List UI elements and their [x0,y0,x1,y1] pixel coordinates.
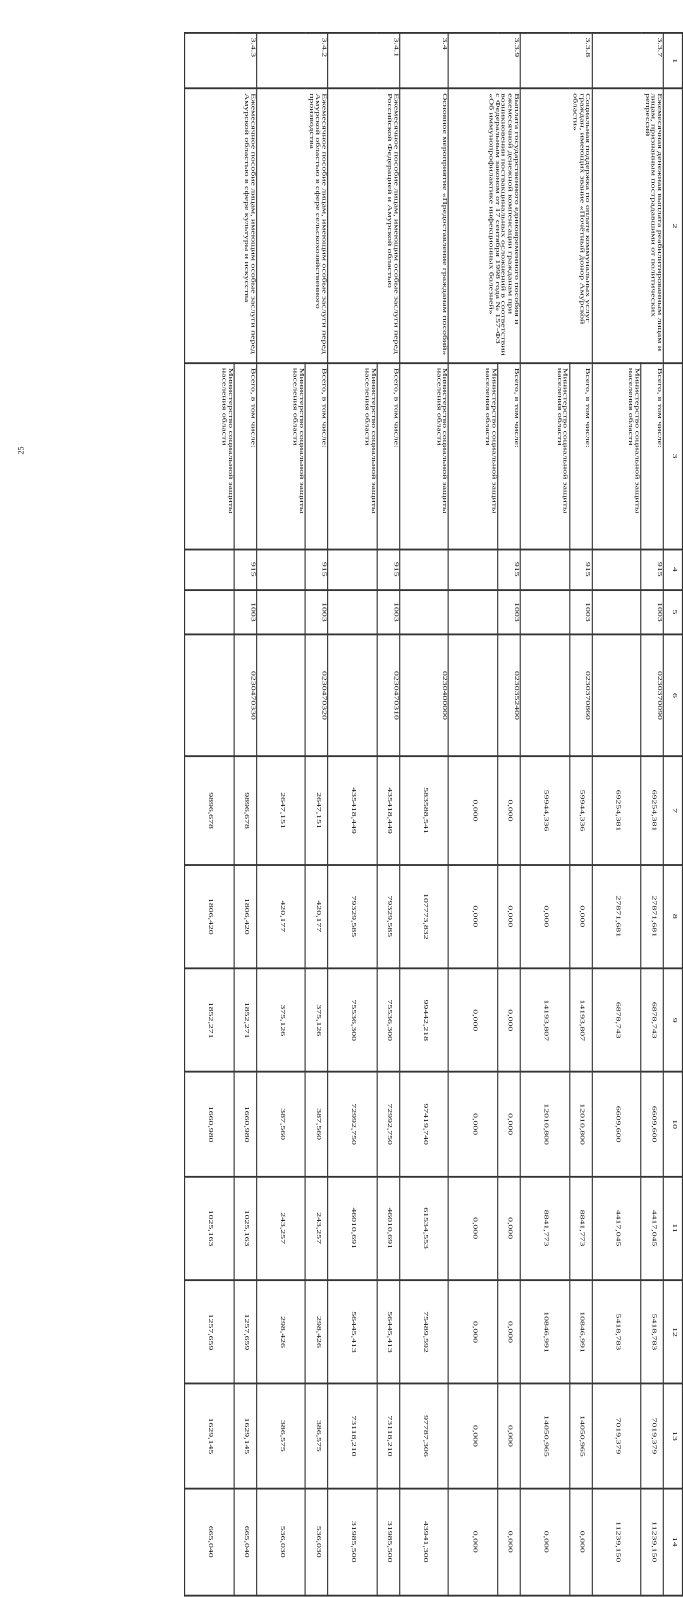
value-cell: 69254,381 [641,757,664,865]
table-row [400,33,449,1596]
value-cell: 583588,541 [400,757,449,865]
cell-c6: 0230370090 [641,634,664,756]
column-header: 1 [664,33,683,89]
value-cell: 59944,336 [520,757,569,865]
value-cell: 386,575 [256,1384,305,1488]
value-cell: 6609,600 [641,1072,664,1176]
value-cell: 56445,413 [377,1280,400,1384]
value-cell: 79329,585 [377,864,400,968]
value-cell: 4417,045 [641,1176,664,1280]
cell-c4: 915 [569,549,592,590]
value-cell: 2647,151 [305,757,328,865]
item-number: 3.4.1 [328,33,400,89]
cell-c5 [400,590,449,635]
value-cell: 73118,210 [377,1384,400,1488]
column-header: 8 [664,864,683,968]
value-cell: 2647,151 [256,757,305,865]
value-cell: 75536,300 [328,968,377,1072]
cell-c4 [449,549,498,590]
recipient: Министерство социальной защиты населения области [449,363,498,549]
table-row [234,33,257,1596]
cell-c6 [520,634,569,756]
value-cell: 1852,271 [185,968,234,1072]
budget-table-rotated [184,32,683,1597]
measure-name: Основное мероприятие «Предоставление гражданам пособий» [400,89,449,364]
measure-name: Выплата государственного единовременного пособия и ежемесячной денежной компенсации гражданам при возникновении поствакцинальных осложнений в соответствии с Федеральным законом от 17 сентября 1998 года № 157-ФЗ «Об иммунопрофилактике инфекционных болезней» [449,89,521,364]
column-header: 6 [664,634,683,756]
cell-c5: 1003 [305,590,328,635]
recipient: Министерство социальной защиты населения области [256,363,305,549]
cell-c6: 0230470330 [234,634,257,756]
recipient: Всего, в том числе: [569,363,592,549]
value-cell: 0,000 [569,864,592,968]
value-cell: 99442,218 [400,968,449,1072]
value-cell: 10846,991 [520,1280,569,1384]
value-cell: 0,000 [498,1488,521,1596]
value-cell: 536,030 [305,1488,328,1596]
value-cell: 31985,500 [328,1488,377,1596]
item-number: 3.4 [400,33,449,89]
value-cell: 14193,807 [520,968,569,1072]
value-cell: 1257,659 [185,1280,234,1384]
recipient: Всего, в том числе: [305,363,328,549]
column-header: 7 [664,757,683,865]
value-cell: 12010,800 [520,1072,569,1176]
value-cell: 6609,600 [592,1072,641,1176]
column-header: 2 [664,89,683,364]
value-cell: 97419,740 [400,1072,449,1176]
cell-c5 [520,590,569,635]
measure-name: Ежемесячное пособие лицам, имеющим особые заслуги перед Российской Федерацией и Амурской областью [328,89,400,364]
value-cell: 0,000 [449,1176,498,1280]
value-cell: 8841,773 [569,1176,592,1280]
value-cell: 0,000 [520,864,569,968]
recipient: Всего, в том числе: [234,363,257,549]
value-cell: 435418,449 [377,757,400,865]
value-cell: 6878,743 [641,968,664,1072]
value-cell: 5418,783 [592,1280,641,1384]
cell-c6 [449,634,498,756]
column-header: 3 [664,363,683,549]
value-cell: 12010,800 [569,1072,592,1176]
value-cell: 27871,681 [641,864,664,968]
value-cell: 46010,691 [328,1176,377,1280]
value-cell: 75489,592 [400,1280,449,1384]
recipient: Всего, в том числе: [377,363,400,549]
cell-c6 [256,634,305,756]
value-cell: 75536,300 [377,968,400,1072]
cell-c6: 0230470320 [305,634,328,756]
value-cell: 6878,743 [592,968,641,1072]
header-row [664,33,683,1596]
value-cell: 0,000 [498,757,521,865]
cell-c4: 915 [498,549,521,590]
cell-c5: 1003 [498,590,521,635]
value-cell: 665,040 [185,1488,234,1596]
column-header: 9 [664,968,683,1072]
value-cell: 0,000 [498,968,521,1072]
value-cell: 243,257 [256,1176,305,1280]
column-header: 12 [664,1280,683,1384]
cell-c6: 0230352400 [498,634,521,756]
cell-c5: 1003 [234,590,257,635]
recipient: Всего, в том числе: [641,363,664,549]
value-cell: 243,257 [305,1176,328,1280]
column-header: 11 [664,1176,683,1280]
cell-c6 [328,634,377,756]
cell-c4: 915 [641,549,664,590]
value-cell: 435418,449 [328,757,377,865]
table-row [641,33,664,1596]
value-cell: 43941,300 [400,1488,449,1596]
recipient: Министерство социальной защиты населения области [328,363,377,549]
table-row [498,33,521,1596]
value-cell: 9896,678 [234,757,257,865]
value-cell: 61534,553 [400,1176,449,1280]
value-cell: 1806,420 [185,864,234,968]
value-cell: 1629,145 [234,1384,257,1488]
column-header: 13 [664,1384,683,1488]
page-number: 25 [16,446,26,455]
value-cell: 7019,379 [641,1384,664,1488]
column-header: 5 [664,590,683,635]
item-number: 3.3.7 [592,33,664,89]
value-cell: 387,560 [256,1072,305,1176]
item-number: 3.4.2 [256,33,328,89]
value-cell: 59944,336 [569,757,592,865]
value-cell: 0,000 [449,1488,498,1596]
value-cell: 665,040 [234,1488,257,1596]
cell-c5 [592,590,641,635]
value-cell: 298,426 [305,1280,328,1384]
value-cell: 97787,306 [400,1384,449,1488]
value-cell: 27871,681 [592,864,641,968]
value-cell: 0,000 [520,1488,569,1596]
value-cell: 72992,750 [377,1072,400,1176]
value-cell: 1025,163 [185,1176,234,1280]
value-cell: 0,000 [498,1280,521,1384]
recipient: Министерство социальной защиты населения области [400,363,449,549]
value-cell: 0,000 [498,864,521,968]
cell-c4: 915 [305,549,328,590]
value-cell: 46010,691 [377,1176,400,1280]
measure-name: Ежемесячное пособие лицам, имеющим особые заслуги перед Амурской областью в сфере культуры и искусства [185,89,257,364]
value-cell: 5418,783 [641,1280,664,1384]
value-cell: 536,030 [256,1488,305,1596]
value-cell: 79329,585 [328,864,377,968]
value-cell: 107773,832 [400,864,449,968]
value-cell: 1660,980 [185,1072,234,1176]
cell-c5 [328,590,377,635]
value-cell: 420,177 [256,864,305,968]
value-cell: 1660,980 [234,1072,257,1176]
column-header: 4 [664,549,683,590]
value-cell: 0,000 [498,1072,521,1176]
value-cell: 420,177 [305,864,328,968]
cell-c6 [592,634,641,756]
value-cell: 4417,045 [592,1176,641,1280]
cell-c6: 0230400000 [400,634,449,756]
value-cell: 7019,379 [592,1384,641,1488]
value-cell: 0,000 [449,1280,498,1384]
cell-c5 [185,590,234,635]
cell-c4 [256,549,305,590]
cell-c5 [449,590,498,635]
recipient: Министерство социальной защиты населения области [520,363,569,549]
value-cell: 387,560 [305,1072,328,1176]
value-cell: 11239,150 [641,1488,664,1596]
value-cell: 298,426 [256,1280,305,1384]
value-cell: 14050,965 [520,1384,569,1488]
cell-c5 [256,590,305,635]
cell-c4 [400,549,449,590]
value-cell: 8841,773 [520,1176,569,1280]
value-cell: 14193,807 [569,968,592,1072]
value-cell: 1629,145 [185,1384,234,1488]
value-cell: 0,000 [449,864,498,968]
recipient: Всего, в том числе: [498,363,521,549]
column-header: 14 [664,1488,683,1596]
cell-c4 [185,549,234,590]
cell-c6: 0230370860 [569,634,592,756]
value-cell: 11239,150 [592,1488,641,1596]
cell-c4 [520,549,569,590]
table-row [569,33,592,1596]
value-cell: 73118,210 [328,1384,377,1488]
value-cell: 386,575 [305,1384,328,1488]
measure-name: Ежемесячное пособие лицам, имеющим особые заслуги перед Амурской областью в сфере сельскохозяйственного производства [256,89,328,364]
value-cell: 31985,500 [377,1488,400,1596]
value-cell: 1257,659 [234,1280,257,1384]
value-cell: 0,000 [498,1176,521,1280]
item-number: 3.3.8 [520,33,592,89]
table-row [377,33,400,1596]
value-cell: 0,000 [449,1384,498,1488]
cell-c4 [328,549,377,590]
value-cell: 72992,750 [328,1072,377,1176]
table-row [305,33,328,1596]
measure-name: Социальная поддержка по оплате коммунальных услуг граждан, имеющих звание «Почётный донор Амурской области» [520,89,592,364]
value-cell: 10846,991 [569,1280,592,1384]
cell-c5: 1003 [377,590,400,635]
cell-c6: 0230470310 [377,634,400,756]
value-cell: 14050,965 [569,1384,592,1488]
value-cell: 1852,271 [234,968,257,1072]
cell-c5: 1003 [569,590,592,635]
value-cell: 69254,381 [592,757,641,865]
recipient: Министерство социальной защиты населения области [185,363,234,549]
recipient: Министерство социальной защиты населения области [592,363,641,549]
value-cell: 1025,163 [234,1176,257,1280]
item-number: 3.4.3 [185,33,257,89]
column-header: 10 [664,1072,683,1176]
value-cell: 1806,420 [234,864,257,968]
value-cell: 0,000 [498,1384,521,1488]
cell-c4: 915 [377,549,400,590]
value-cell: 56445,413 [328,1280,377,1384]
value-cell: 375,126 [305,968,328,1072]
cell-c4: 915 [234,549,257,590]
value-cell: 9896,678 [185,757,234,865]
value-cell: 0,000 [449,1072,498,1176]
value-cell: 375,126 [256,968,305,1072]
cell-c4 [592,549,641,590]
budget-table [184,32,683,1597]
item-number: 3.3.9 [449,33,521,89]
measure-name: Ежемесячная денежная выплата реабилитированным лицам и лицам, признанным пострадавшими от политических репрессий [592,89,664,364]
cell-c6 [185,634,234,756]
value-cell: 0,000 [449,968,498,1072]
value-cell: 0,000 [569,1488,592,1596]
value-cell: 0,000 [449,757,498,865]
cell-c5: 1003 [641,590,664,635]
